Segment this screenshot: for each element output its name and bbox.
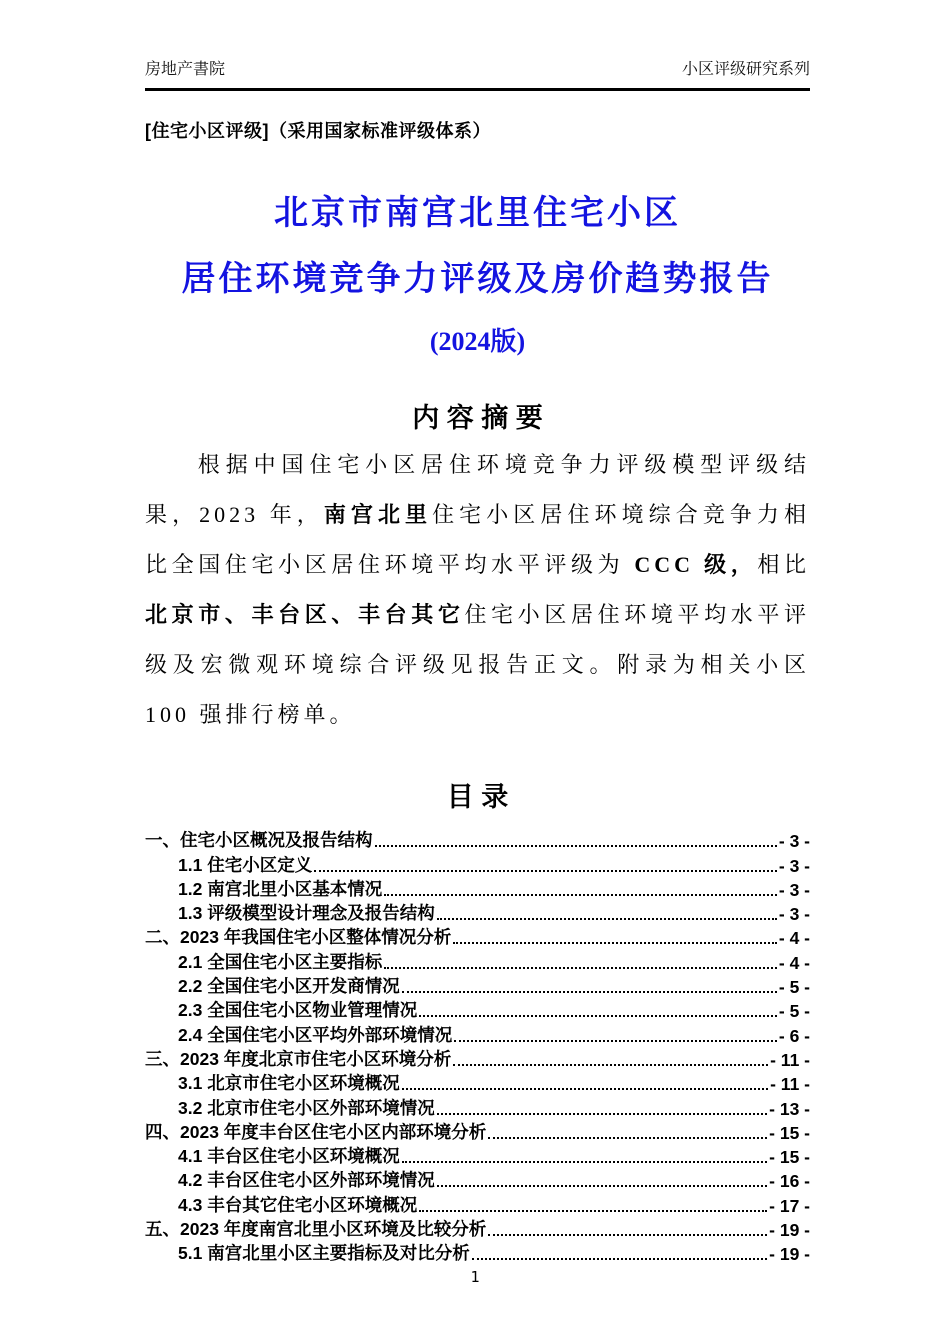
toc-item-label: 2.3 全国住宅小区物业管理情况: [178, 1000, 418, 1021]
toc-page-number: - 4 -: [778, 928, 810, 949]
toc-item[interactable]: [145, 901, 810, 925]
toc-item[interactable]: [145, 1144, 810, 1168]
toc-item-label: 3.1 北京市住宅小区环境概况: [178, 1073, 400, 1094]
toc-page-number: - 3 -: [778, 831, 810, 852]
toc-item[interactable]: [145, 998, 810, 1022]
toc-item-label: 3.2 北京市住宅小区外部环境情况: [178, 1097, 435, 1118]
toc-page-number: - 11 -: [770, 1049, 810, 1070]
summary-segment-regions: 北京市、丰台区、丰台其它: [145, 602, 465, 627]
toc-item[interactable]: [145, 1047, 810, 1071]
report-title-line1: 北京市南宫北里住宅小区: [274, 195, 681, 232]
report-title-block: [145, 195, 810, 357]
toc-item-label: 2.4 全国住宅小区平均外部环境情况: [178, 1024, 453, 1045]
toc-page-number: - 3 -: [778, 904, 810, 925]
toc-item[interactable]: [145, 852, 810, 876]
page-number: 1: [470, 1268, 480, 1286]
toc-item-label: 2.1 全国住宅小区主要指标: [178, 951, 383, 972]
toc-page-number: - 5 -: [778, 977, 810, 998]
summary-segment: 根据中国住宅小区居住环境竞争力评级模型评级结果，2023 年，: [145, 452, 810, 527]
toc-item-label: 4.3 丰台其它住宅小区环境概况: [178, 1194, 418, 1215]
toc-page-number: - 6 -: [778, 1025, 810, 1046]
toc-page-number: - 5 -: [778, 1001, 810, 1022]
report-title-edition: (2024版): [429, 327, 526, 356]
toc-page-number: - 11 -: [770, 1074, 810, 1095]
toc-item-label: 1.2 南宫北里小区基本情况: [178, 878, 383, 899]
toc-page-number: - 3 -: [778, 879, 810, 900]
summary-heading: 内 容 摘 要: [412, 403, 543, 433]
toc-item-label: 1.1 住宅小区定义: [178, 854, 313, 875]
running-header: [145, 56, 810, 91]
toc-item[interactable]: [145, 1217, 810, 1241]
toc-item[interactable]: [145, 925, 810, 949]
header-right-text: 小区评级研究系列: [681, 61, 810, 78]
toc-page-number: - 4 -: [778, 952, 810, 973]
toc-page-number: - 15 -: [769, 1147, 810, 1168]
toc-item[interactable]: [145, 1022, 810, 1046]
toc-item-label: 2.2 全国住宅小区开发商情况: [178, 976, 400, 997]
toc-page-number: - 15 -: [769, 1122, 810, 1143]
toc-item[interactable]: [145, 1241, 810, 1265]
toc-item-label: 5.1 南宫北里小区主要指标及对比分析: [178, 1243, 470, 1264]
summary-paragraph: [145, 440, 810, 740]
toc-item-label: 二、2023 年我国住宅小区整体情况分析: [145, 927, 452, 948]
toc-item-label: 1.3 评级模型设计理念及报告结构: [178, 903, 435, 924]
toc-item[interactable]: [145, 949, 810, 973]
summary-segment-community-name: 南宫北里: [323, 502, 433, 527]
summary-segment: 相比: [757, 552, 810, 577]
header-left-text: 房地产書院: [145, 61, 226, 78]
toc-item-label: 三、2023 年度北京市住宅小区环境分析: [145, 1048, 452, 1069]
toc-item-label: 4.1 丰台区住宅小区环境概况: [178, 1146, 400, 1167]
toc-item[interactable]: [145, 1168, 810, 1192]
toc-page-number: - 3 -: [778, 855, 810, 876]
toc-page-number: - 19 -: [769, 1220, 810, 1241]
toc-item-label: 一、住宅小区概况及报告结构: [145, 830, 373, 851]
toc-page-number: - 16 -: [769, 1171, 810, 1192]
toc-page-number: - 13 -: [769, 1098, 810, 1119]
report-title-line2: 居住环境竞争力评级及房价趋势报告: [181, 261, 774, 298]
toc-item[interactable]: [145, 974, 810, 998]
report-subtitle: [住宅小区评级]（采用国家标准评级体系）: [145, 121, 491, 141]
summary-segment-rating: CCC 级，: [634, 552, 758, 577]
summary-segment: 住宅小区居住环境平均水平评级及宏微观环境综合评级见报告正文。附录为相关小区 100 强排行榜单。: [145, 602, 810, 727]
summary-segment: 住宅小区居住环境综合竞争力相比全国住宅小区居住环境平均水平评级为: [145, 502, 810, 577]
toc-page-number: - 17 -: [769, 1195, 810, 1216]
toc-item[interactable]: [145, 877, 810, 901]
toc-item[interactable]: [145, 1192, 810, 1216]
toc-item-label: 四、2023 年度丰台区住宅小区内部环境分析: [145, 1121, 487, 1142]
toc-page-number: - 19 -: [769, 1244, 810, 1265]
toc-item[interactable]: [145, 1071, 810, 1095]
toc-item-label: 五、2023 年度南宫北里小区环境及比较分析: [145, 1219, 487, 1240]
toc-list: [145, 828, 810, 1265]
toc-item[interactable]: [145, 1095, 810, 1119]
toc-item-label: 4.2 丰台区住宅小区外部环境情况: [178, 1170, 435, 1191]
toc-item[interactable]: [145, 1120, 810, 1144]
toc-item[interactable]: [145, 828, 810, 852]
toc-heading: 目 录: [446, 782, 509, 812]
